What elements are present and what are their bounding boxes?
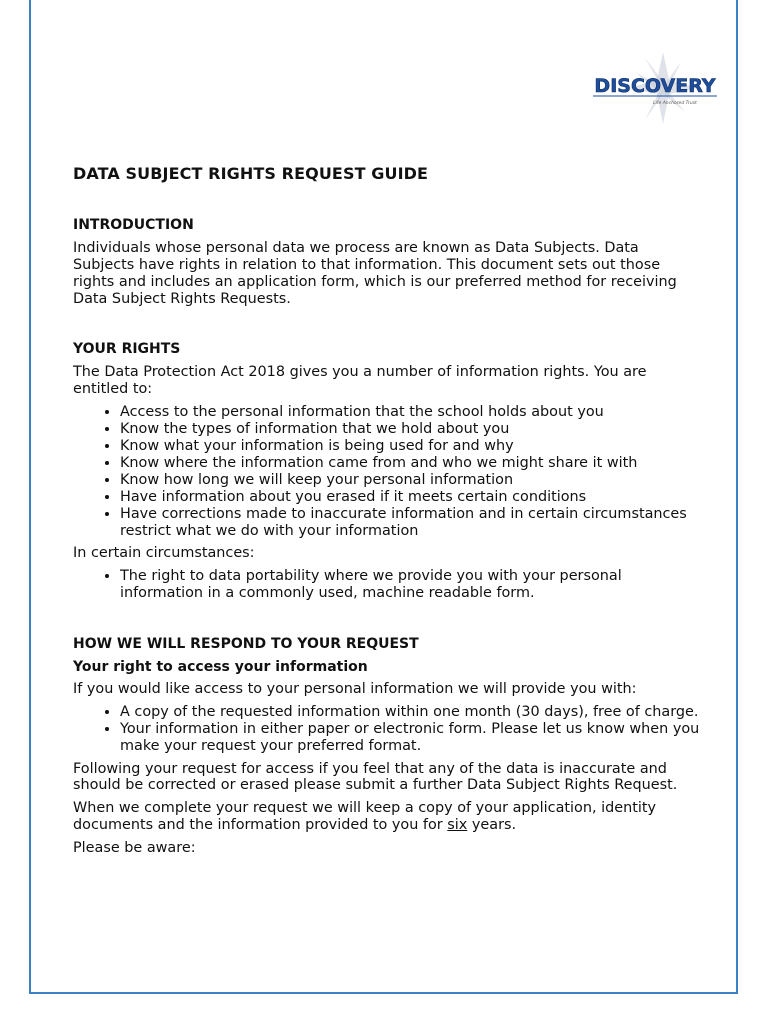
certain-circumstances-label: In certain circumstances: (73, 545, 255, 562)
logo-tagline: Life Anchored Trust (653, 101, 697, 106)
list-item: • Know the types of information that we hold about you (120, 421, 703, 438)
your-rights-heading: YOUR RIGHTS (73, 341, 181, 358)
introduction-heading: INTRODUCTION (73, 216, 194, 233)
logo-brand-text: DISCOVERY (594, 75, 716, 97)
introduction-paragraph: Individuals whose personal data we process are known as Data Subjects. Data Subjects have rights in relation to that information. This document sets out those rights and includes an application form, which is our preferred method for receiving Data Subject Rights Requests. (73, 239, 677, 307)
list-item: • Access to the personal information that the school holds about you (120, 404, 703, 421)
access-list (73, 704, 703, 755)
list-item: • Your information in either paper or electronic form. Please let us know when you make your request your preferred format. (120, 721, 703, 755)
please-be-aware: Please be aware: (73, 840, 196, 857)
discovery-logo (585, 50, 725, 128)
list-item: • A copy of the requested information within one month (30 days), free of charge. (120, 704, 703, 721)
access-subheading: Your right to access your information (73, 659, 368, 676)
access-intro: If you would like access to your personal information we will provide you with: (73, 680, 637, 697)
document-body (73, 160, 703, 863)
rights-list (73, 404, 703, 539)
list-item: • Have corrections made to inaccurate information and in certain circumstances restrict what we do with your information (120, 506, 703, 540)
six-years-underlined: six (447, 817, 468, 834)
your-rights-intro: The Data Protection Act 2018 gives you a number of information rights. You are entitled to: (73, 364, 647, 398)
respond-heading: HOW WE WILL RESPOND TO YOUR REQUEST (73, 636, 419, 653)
complete-text-before: When we complete your request we will keep a copy of your application, identity documents and the information provided to you for (73, 800, 657, 834)
list-item: • The right to data portability where we provide you with your personal information in a commonly used, machine readable form. (120, 568, 703, 602)
list-item: • Know where the information came from and who we might share it with (120, 455, 703, 472)
document-title: DATA SUBJECT RIGHTS REQUEST GUIDE (73, 164, 429, 183)
complete-paragraph (73, 800, 703, 834)
following-paragraph: Following your request for access if you feel that any of the data is inaccurate and should be corrected or erased please submit a further Data Subject Rights Request. (73, 760, 678, 794)
list-item: • Know what your information is being used for and why (120, 438, 703, 455)
list-item: • Have information about you erased if it meets certain conditions (120, 489, 703, 506)
list-item: • Know how long we will keep your personal information (120, 472, 703, 489)
complete-text-after: years. (467, 817, 517, 834)
certain-circumstances-list (73, 568, 703, 602)
